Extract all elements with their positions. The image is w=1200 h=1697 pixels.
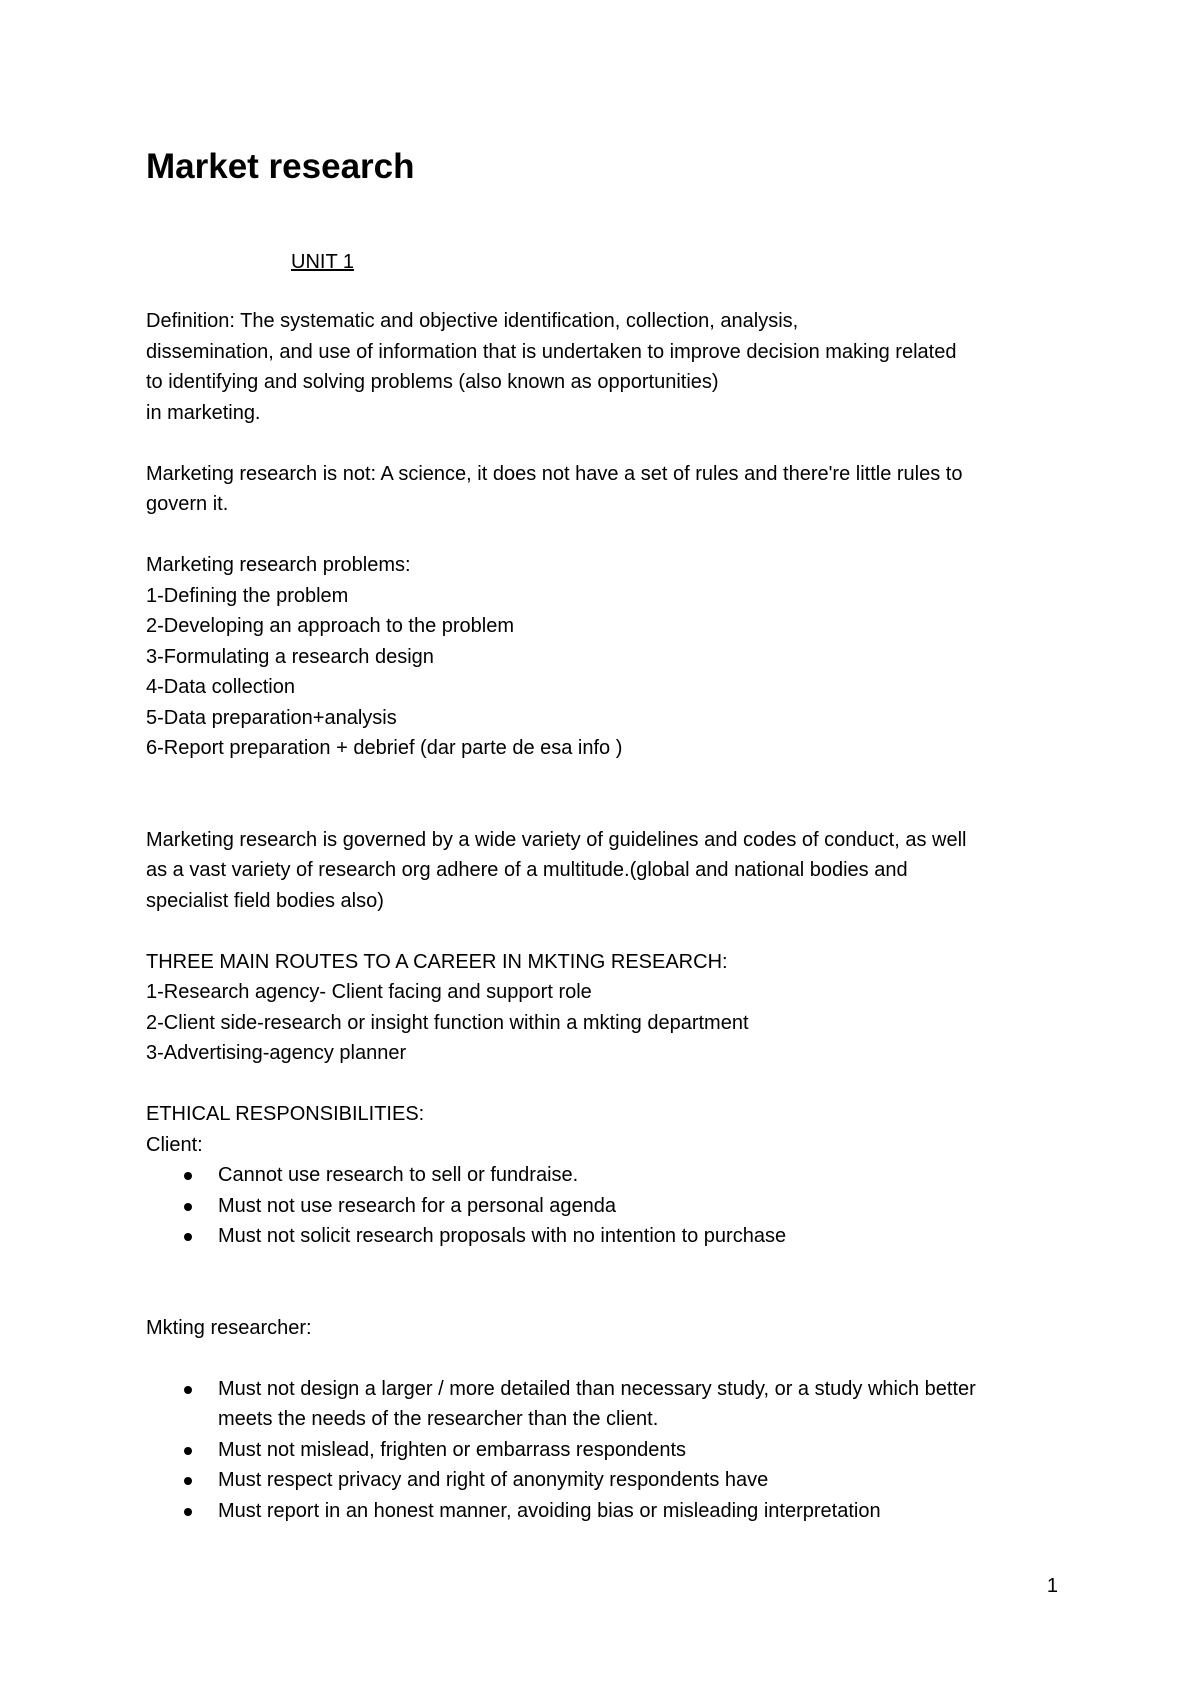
- governed-paragraph: [146, 825, 1076, 917]
- routes-section: [146, 947, 1076, 1069]
- bullet-icon: [184, 1172, 192, 1180]
- ethics-section: [146, 1099, 1076, 1526]
- route-item: 3-Advertising-agency planner: [146, 1042, 407, 1064]
- bullet-icon: [184, 1477, 192, 1485]
- spacer: [146, 1343, 1076, 1374]
- unit-heading: UNIT 1: [291, 251, 354, 273]
- researcher-bullet-text: Must not design a larger / more detailed than necessary study, or a study which better meets the needs of the researcher than the client.: [218, 1377, 976, 1430]
- governed-line: as a vast variety of research org adhere of a multitude.(global and national bodies and: [146, 859, 908, 881]
- client-bullet-text: Must not solicit research proposals with no intention to purchase: [218, 1225, 787, 1247]
- researcher-bullet-item: [146, 1465, 1076, 1496]
- client-bullet-item: [146, 1191, 1076, 1222]
- definition-line: dissemination, and use of information that is undertaken to improve decision making related: [146, 340, 957, 363]
- bullet-icon: [184, 1233, 192, 1241]
- not-science-line: govern it.: [146, 493, 229, 515]
- problem-item: 4-Data collection: [146, 676, 295, 698]
- researcher-bullet-list: [146, 1374, 1076, 1527]
- problems-section: [146, 550, 1076, 764]
- ethics-heading: ETHICAL RESPONSIBILITIES:: [146, 1103, 425, 1125]
- researcher-bullet-item: [146, 1374, 1018, 1435]
- problem-item: 2-Developing an approach to the problem: [146, 615, 515, 637]
- client-bullet-text: Must not use research for a personal agenda: [218, 1194, 617, 1217]
- spacer: [146, 794, 1076, 825]
- bullet-icon: [184, 1203, 192, 1211]
- definition-line: in marketing.: [146, 401, 261, 424]
- definition-paragraph: [146, 306, 1076, 428]
- route-item: 1-Research agency- Client facing and support role: [146, 981, 592, 1003]
- bullet-icon: [184, 1508, 192, 1516]
- route-item: 2-Client side-research or insight function within a mkting department: [146, 1011, 749, 1034]
- problem-item: 5-Data preparation+analysis: [146, 706, 397, 729]
- researcher-bullet-text: Must report in an honest manner, avoiding bias or misleading interpretation: [218, 1499, 881, 1522]
- definition-line: Definition: The systematic and objective identification, collection, analysis,: [146, 310, 799, 332]
- spacer: [146, 1282, 1076, 1313]
- governed-line: specialist field bodies also): [146, 889, 384, 912]
- spacer: [146, 1069, 1076, 1100]
- client-label: Client:: [146, 1133, 203, 1156]
- spacer: [146, 1252, 1076, 1283]
- bullet-icon: [184, 1447, 192, 1455]
- problems-heading: Marketing research problems:: [146, 554, 411, 576]
- spacer: [146, 916, 1076, 947]
- researcher-bullet-item: [146, 1496, 1076, 1527]
- researcher-bullet-text: Must respect privacy and right of anonymity respondents have: [218, 1469, 769, 1491]
- bullet-icon: [184, 1386, 192, 1394]
- client-bullet-text: Cannot use research to sell or fundraise.: [218, 1164, 579, 1186]
- spacer: [146, 520, 1076, 551]
- governed-line: Marketing research is governed by a wide variety of guidelines and codes of conduct, as well: [146, 828, 967, 851]
- not-science-paragraph: [146, 459, 1076, 520]
- problem-item: 1-Defining the problem: [146, 584, 349, 607]
- client-bullet-list: [146, 1160, 1076, 1252]
- spacer: [146, 428, 1076, 459]
- definition-line: to identifying and solving problems (also known as opportunities): [146, 371, 719, 393]
- researcher-bullet-text: Must not mislead, frighten or embarrass respondents: [218, 1438, 686, 1461]
- problem-item: 6-Report preparation + debrief (dar parte de esa info ): [146, 737, 623, 759]
- document-body: [146, 306, 1076, 1526]
- document-title: Market research: [146, 147, 415, 186]
- routes-heading: THREE MAIN ROUTES TO A CAREER IN MKTING RESEARCH:: [146, 950, 728, 973]
- researcher-bullet-item: [146, 1435, 1076, 1466]
- client-bullet-item: [146, 1221, 1076, 1252]
- researcher-label: Mkting researcher:: [146, 1316, 312, 1339]
- page-number: 1: [1046, 1575, 1058, 1597]
- spacer: [146, 764, 1076, 795]
- not-science-line: Marketing research is not: A science, it does not have a set of rules and there're little rules to: [146, 462, 963, 485]
- client-bullet-item: [146, 1160, 1076, 1191]
- problem-item: 3-Formulating a research design: [146, 645, 434, 668]
